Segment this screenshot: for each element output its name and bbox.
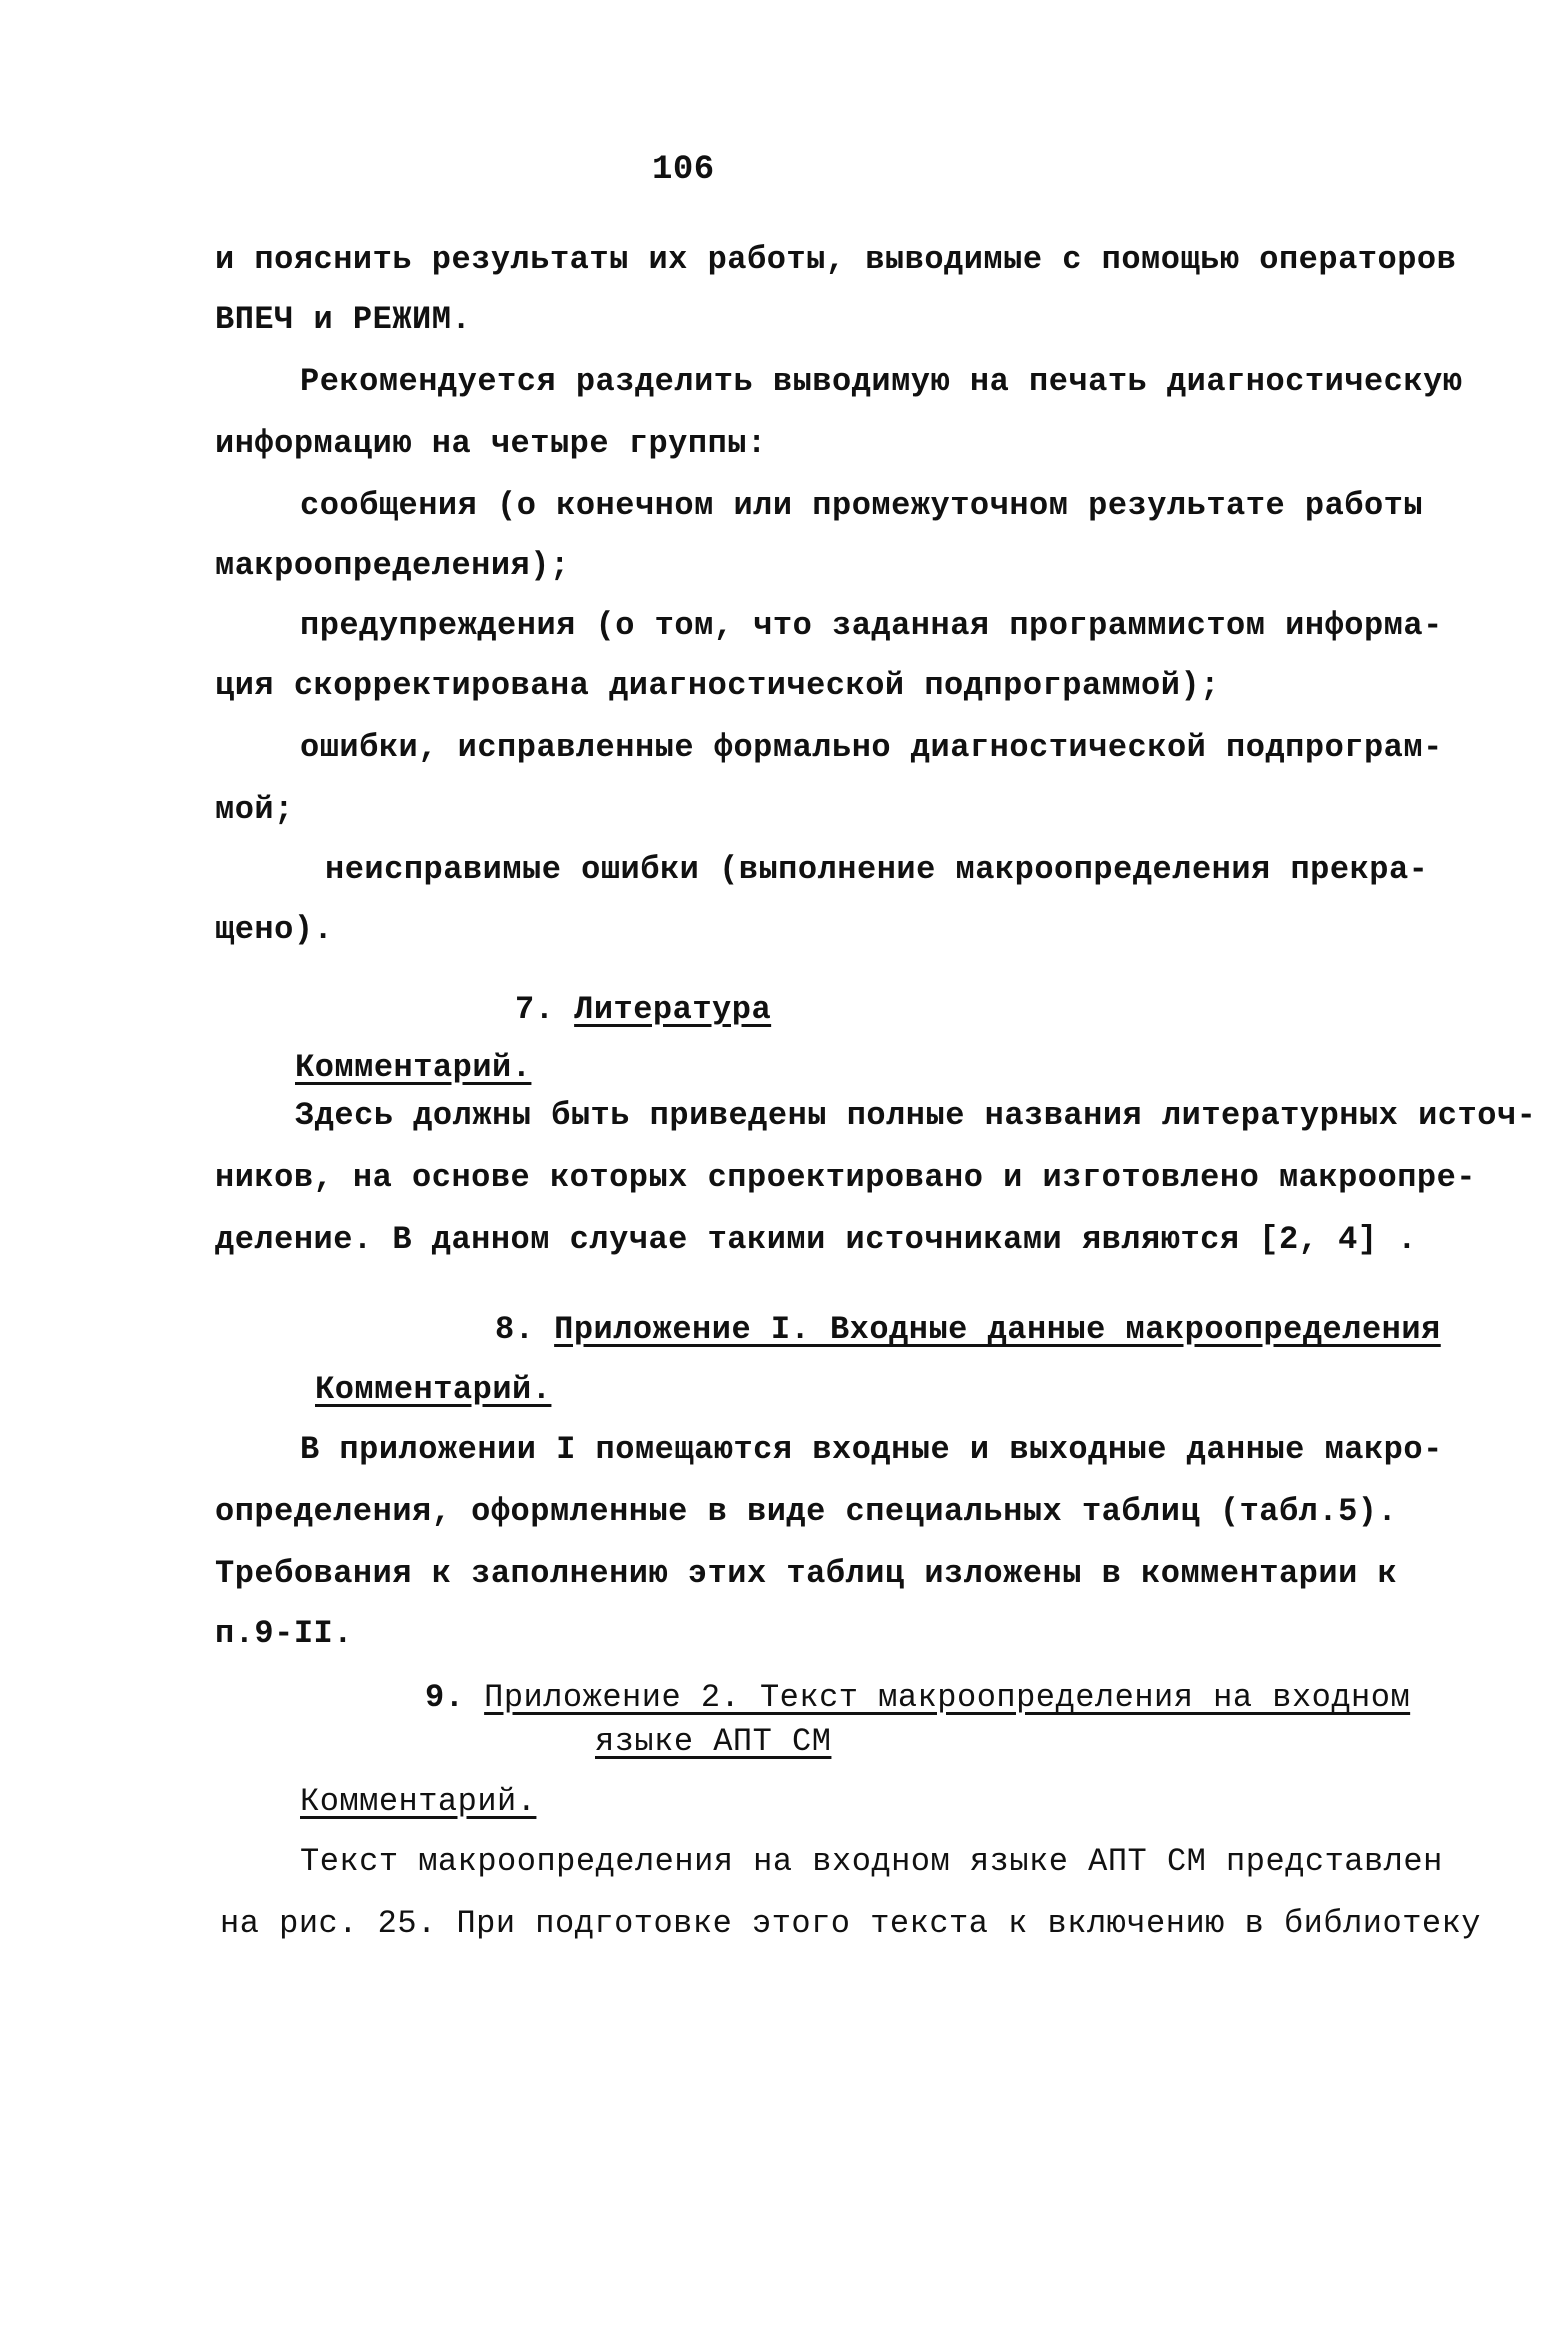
comment-label: Комментарий. xyxy=(295,1049,532,1086)
paragraph-line: определения, оформленные в виде специальных таблиц (табл.5). xyxy=(215,1493,1398,1530)
list-item: предупреждения (о том, что заданная программистом информа- xyxy=(300,607,1443,644)
paragraph-line: Здесь должны быть приведены полные названия литературных источ- xyxy=(295,1097,1537,1134)
paragraph-line: Рекомендуется разделить выводимую на печать диагностическую xyxy=(300,363,1463,400)
section-title: Приложение I. Входные данные макроопределения xyxy=(554,1311,1441,1348)
section-number: 9. xyxy=(425,1679,465,1716)
paragraph-line: на рис. 25. При подготовке этого текста к включению в библиотеку xyxy=(220,1905,1481,1942)
section-title: Приложение 2. Текст макроопределения на входном xyxy=(484,1679,1411,1716)
paragraph-line: В приложении I помещаются входные и выходные данные макро- xyxy=(300,1431,1443,1468)
list-item: неисправимые ошибки (выполнение макроопределения прекра- xyxy=(325,851,1429,888)
paragraph-line: деление. В данном случае такими источниками являются [2, 4] . xyxy=(215,1221,1417,1258)
paragraph-line: Текст макроопределения на входном языке АПТ СМ представлен xyxy=(300,1843,1443,1880)
section-number: 8. xyxy=(495,1311,535,1348)
list-item: ошибки, исправленные формально диагностической подпрограм- xyxy=(300,729,1443,766)
list-item: щено). xyxy=(215,911,334,948)
section-title-continued: языке АПТ СМ xyxy=(595,1723,832,1760)
list-item: ция скорректирована диагностической подпрограммой); xyxy=(215,667,1220,704)
section-title: Литература xyxy=(574,991,772,1028)
paragraph-line: ВПЕЧ и РЕЖИМ. xyxy=(215,301,472,338)
section-heading xyxy=(515,990,771,1030)
paragraph-line: и пояснить результаты их работы, выводимые с помощью операторов xyxy=(215,241,1457,278)
paragraph-line: ников, на основе которых спроектировано и изготовлено макроопре- xyxy=(215,1159,1476,1196)
paragraph-line: Требования к заполнению этих таблиц изложены в комментарии к xyxy=(215,1555,1398,1592)
list-item: мой; xyxy=(215,791,294,828)
section-heading xyxy=(495,1310,1441,1350)
section-number: 7. xyxy=(515,991,555,1028)
comment-label: Комментарий. xyxy=(300,1783,537,1820)
section-heading xyxy=(425,1678,1410,1718)
list-item: макроопределения); xyxy=(215,547,570,584)
comment-label: Комментарий. xyxy=(315,1371,552,1408)
list-item: сообщения (о конечном или промежуточном результате работы xyxy=(300,487,1424,524)
paragraph-line: п.9-II. xyxy=(215,1615,353,1652)
page-number: 106 xyxy=(652,151,715,189)
paragraph-line: информацию на четыре группы: xyxy=(215,425,767,462)
